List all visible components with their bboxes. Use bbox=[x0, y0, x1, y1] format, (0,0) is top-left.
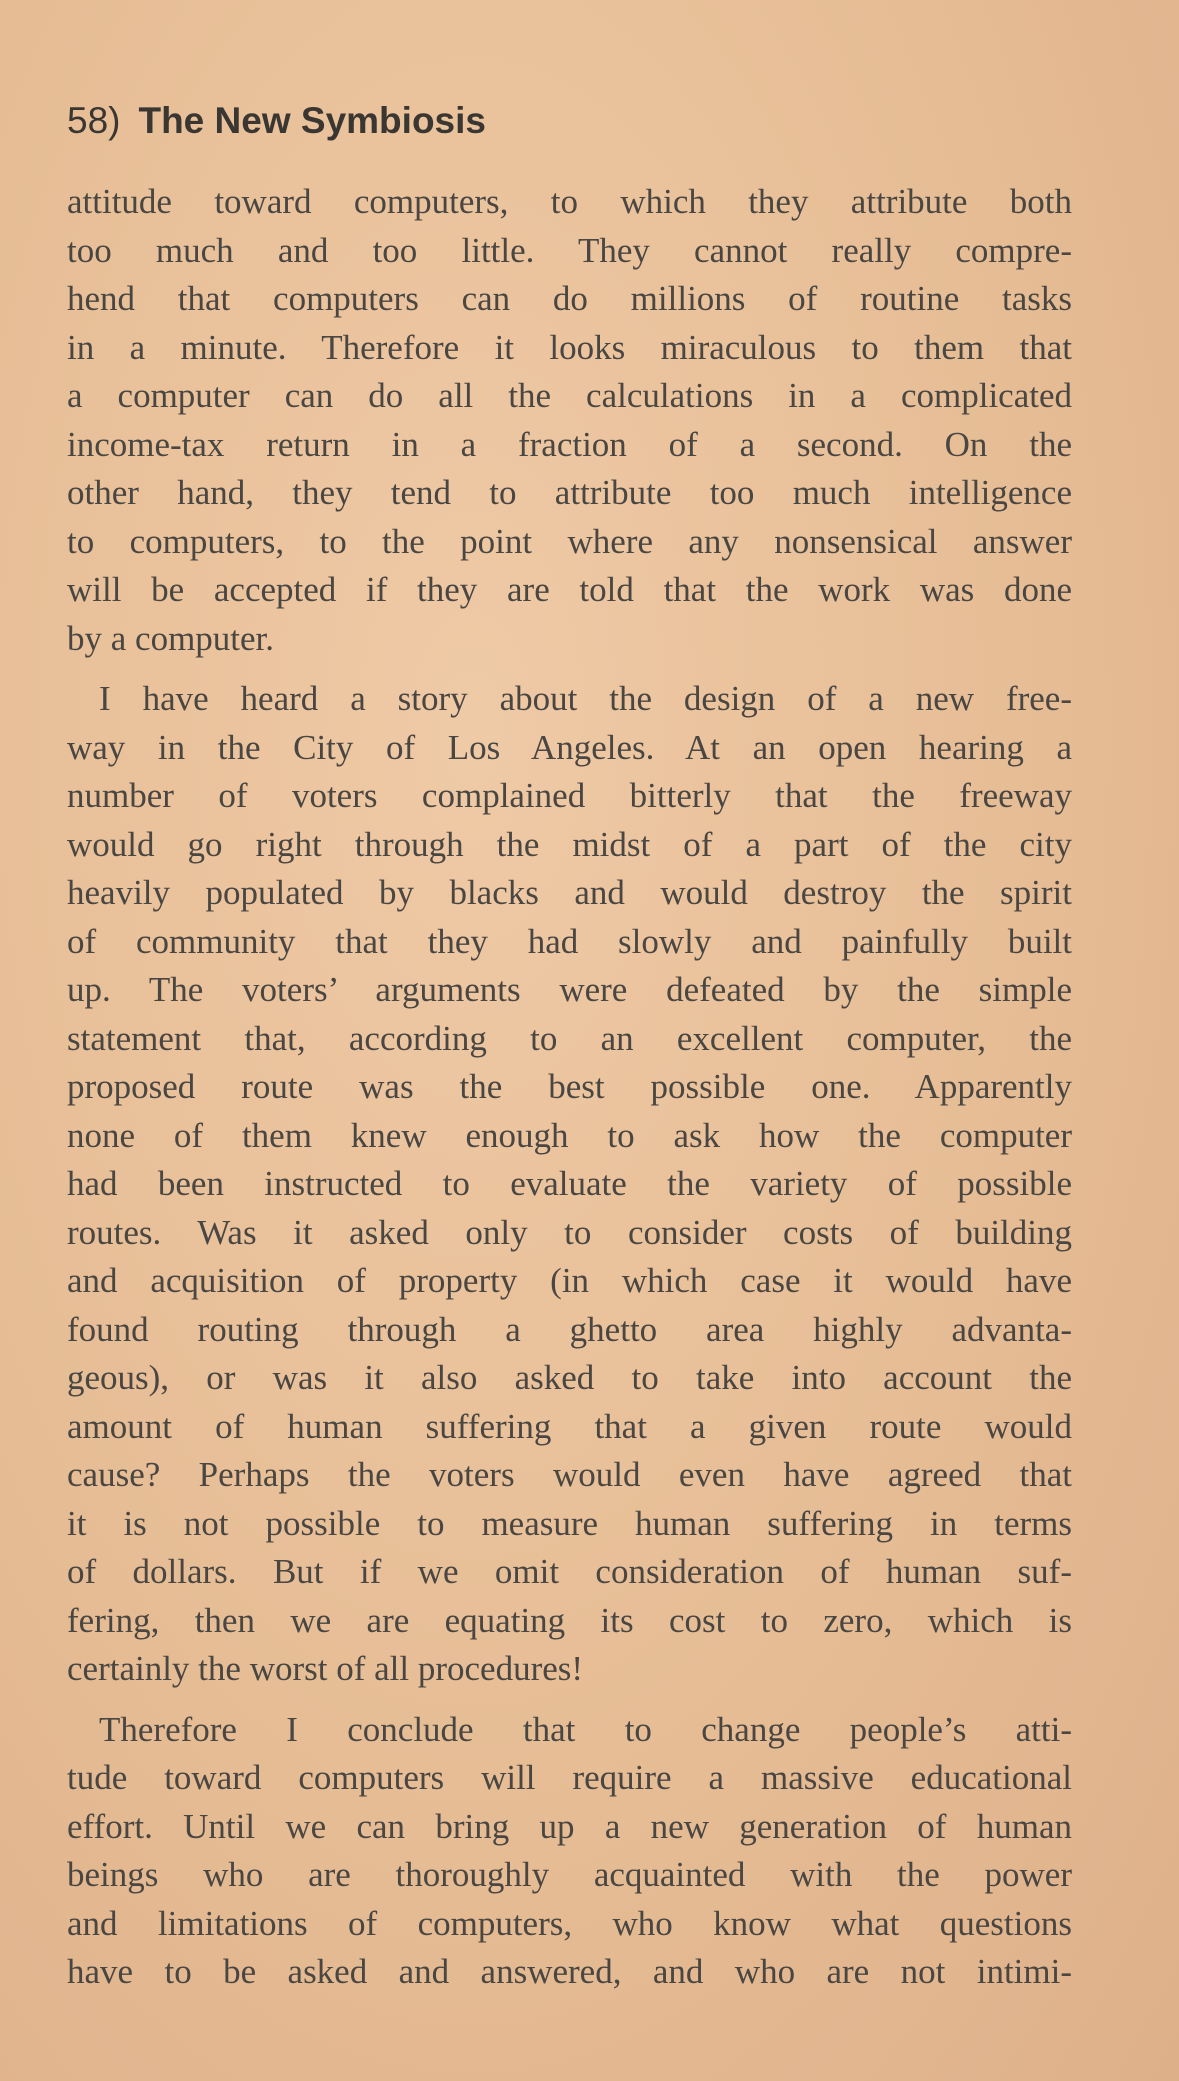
text-line: by a computer. bbox=[67, 618, 275, 658]
text-line: hend that computers can do millions of routine tasks bbox=[67, 279, 1072, 318]
text-line: effort. Until we can bring up a new generation of human bbox=[67, 1806, 1072, 1846]
text-line: of dollars. But if we omit consideration of human suf- bbox=[67, 1552, 1072, 1591]
text-line: to computers, to the point where any nonsensical answer bbox=[67, 521, 1072, 561]
text-line: a computer can do all the calculations in a complicated bbox=[67, 376, 1072, 415]
text-line: in a minute. Therefore it looks miraculous to them that bbox=[67, 327, 1072, 367]
text-line: way in the City of Los Angeles. At an open hearing a bbox=[67, 727, 1072, 767]
text-line: and limitations of computers, who know what questions bbox=[67, 1903, 1072, 1943]
page-number: 58) bbox=[67, 100, 121, 141]
chapter-title: The New Symbiosis bbox=[138, 100, 486, 141]
text-line: found routing through a ghetto area highly advanta- bbox=[67, 1309, 1072, 1349]
text-line: Therefore I conclude that to change people’s atti- bbox=[99, 1709, 1072, 1749]
body-text bbox=[67, 178, 1072, 1997]
text-line: number of voters complained bitterly that the freeway bbox=[67, 776, 1072, 815]
text-line: tude toward computers will require a massive educational bbox=[67, 1758, 1072, 1797]
text-line: it is not possible to measure human suffering in terms bbox=[67, 1503, 1072, 1543]
text-line: up. The voters’ arguments were defeated by the simple bbox=[67, 970, 1072, 1009]
text-line: of community that they had slowly and painfully built bbox=[67, 921, 1072, 961]
text-line: too much and too little. They cannot really compre- bbox=[67, 230, 1072, 270]
text-line: I have heard a story about the design of a new free- bbox=[99, 679, 1072, 718]
text-line: will be accepted if they are told that the work was done bbox=[67, 570, 1072, 609]
paragraph bbox=[67, 1706, 1072, 1997]
text-line: income-tax return in a fraction of a second. On the bbox=[67, 424, 1072, 464]
running-head bbox=[67, 100, 486, 142]
paragraph bbox=[67, 675, 1072, 1694]
text-line: would go right through the midst of a part of the city bbox=[67, 824, 1072, 864]
text-line: routes. Was it asked only to consider costs of building bbox=[67, 1212, 1072, 1252]
text-line: other hand, they tend to attribute too much intelligence bbox=[67, 473, 1072, 512]
text-line: certainly the worst of all procedures! bbox=[67, 1649, 584, 1688]
text-line: attitude toward computers, to which they attribute both bbox=[67, 182, 1072, 221]
text-line: have to be asked and answered, and who are not intimi- bbox=[67, 1952, 1072, 1991]
text-line: beings who are thoroughly acquainted with the power bbox=[67, 1855, 1072, 1894]
text-line: cause? Perhaps the voters would even have agreed that bbox=[67, 1455, 1072, 1494]
text-line: geous), or was it also asked to take into account the bbox=[67, 1358, 1072, 1397]
text-line: none of them knew enough to ask how the computer bbox=[67, 1115, 1072, 1155]
text-line: and acquisition of property (in which case it would have bbox=[67, 1261, 1072, 1300]
text-line: proposed route was the best possible one. Apparently bbox=[67, 1067, 1072, 1106]
text-line: fering, then we are equating its cost to zero, which is bbox=[67, 1600, 1072, 1640]
text-line: had been instructed to evaluate the variety of possible bbox=[67, 1164, 1072, 1203]
text-line: amount of human suffering that a given route would bbox=[67, 1406, 1072, 1446]
text-line: statement that, according to an excellent computer, the bbox=[67, 1018, 1072, 1058]
paragraph bbox=[67, 178, 1072, 663]
text-line: heavily populated by blacks and would destroy the spirit bbox=[67, 873, 1072, 912]
